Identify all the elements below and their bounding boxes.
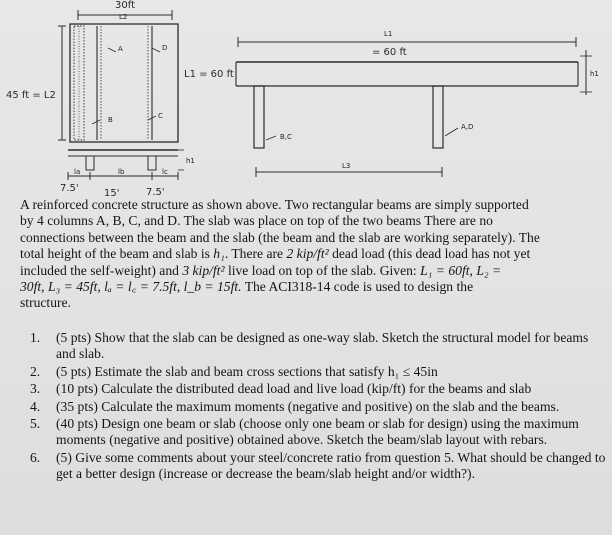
elev-h1-label: h1	[590, 70, 599, 78]
dim-lc-label: lc	[162, 168, 168, 176]
given-l1-l2: L₁ = 60ft, L₂ =	[420, 262, 502, 278]
dim-la-label: la	[74, 168, 81, 176]
intro-line-4a: total height of the beam and slab is	[20, 246, 214, 262]
support-bc-label: B,C	[280, 133, 292, 141]
dim-la-value: 7.5'	[60, 183, 79, 194]
question-number: 4.	[30, 398, 41, 414]
question-text: (35 pts) Calculate the maximum moments (negative and positive) on the slab and the beams.	[56, 398, 560, 414]
question-list	[30, 330, 606, 484]
plan-view	[58, 10, 184, 180]
column-label-b: B	[108, 116, 113, 124]
column-label-c: C	[158, 112, 163, 120]
structure-figure	[0, 0, 612, 200]
intro-line-6b: The ACI318-14 code is used to design the	[241, 279, 474, 295]
intro-line-5a: included the self-weight) and	[20, 262, 183, 278]
question-item	[30, 330, 606, 363]
plan-l2-label: 45 ft = L2	[6, 90, 56, 101]
question-text: (5 pts) Estimate the slab and beam cross sections that satisfy h₁ ≤ 45in	[56, 363, 438, 379]
intro-line-4e: dead load (this dead load has not yet	[328, 246, 531, 262]
question-number: 2.	[30, 363, 41, 379]
dim-lc-value: 7.5'	[146, 187, 165, 198]
dim-lb-value: 15'	[104, 188, 120, 199]
intro-line-2: by 4 columns A, B, C, and D. The slab was place on top of the two beams There are no	[20, 213, 493, 229]
column-label-a: A	[118, 45, 123, 53]
question-number: 6.	[30, 449, 41, 465]
dead-load-value: 2 kip/ft²	[286, 246, 329, 262]
question-number: 5.	[30, 416, 41, 432]
question-number: 3.	[30, 381, 41, 397]
question-item	[30, 450, 606, 483]
plan-top-label: 30ft	[115, 0, 135, 11]
intro-line-3: connections between the beam and the slab (the beam and the slab are working separately). The	[20, 229, 540, 245]
plan-h1-label: h1	[186, 157, 195, 165]
intro-line-4c: . There are	[224, 246, 287, 262]
intro-line-5c: live load on top of the slab. Given:	[224, 262, 421, 278]
live-load-value: 3 kip/ft²	[182, 262, 225, 278]
elev-l1-label: L1	[384, 30, 393, 38]
plan-l1-label: L1 = 60 ft	[184, 69, 234, 80]
elevation-view	[236, 37, 592, 177]
question-item	[30, 381, 606, 397]
question-number: 1.	[30, 330, 41, 345]
support-ad-label: A,D	[461, 123, 474, 131]
problem-statement	[20, 197, 604, 312]
question-text: (5) Give some comments about your steel/concrete ratio from question 5. What should be changed to get a better design (increase or decrease the beam/slab height and/or width?).	[56, 449, 606, 482]
plan-top-l2-label: L2	[119, 13, 128, 21]
given-dimensions: 30ft, L₃ = 45ft, lₐ = l꜀ = 7.5ft, l_b = 15ft.	[20, 279, 242, 295]
question-text: (40 pts) Design one beam or slab (choose only one beam or slab for design) using the maximum moments (negative and positive) obtained above. Sketch the beam/slab layout with rebars.	[56, 416, 579, 448]
height-symbol: h₁	[213, 246, 225, 262]
question-item	[30, 364, 606, 380]
dim-lb-label: lb	[118, 168, 125, 176]
question-item	[30, 416, 606, 449]
question-text: (10 pts) Calculate the distributed dead load and live load (kip/ft) for the beams and slab	[56, 381, 532, 397]
intro-line-1: A reinforced concrete structure as shown above. Two rectangular beams are simply supported	[20, 197, 529, 212]
column-label-d: D	[162, 44, 168, 52]
question-item	[30, 399, 606, 415]
question-text: (5 pts) Show that the slab can be designed as one-way slab. Sketch the structural model for beams and slab.	[56, 330, 589, 362]
elev-l1-value: = 60 ft	[372, 47, 407, 58]
elev-l3-label: L3	[342, 162, 351, 170]
intro-line-7: structure.	[20, 295, 71, 311]
